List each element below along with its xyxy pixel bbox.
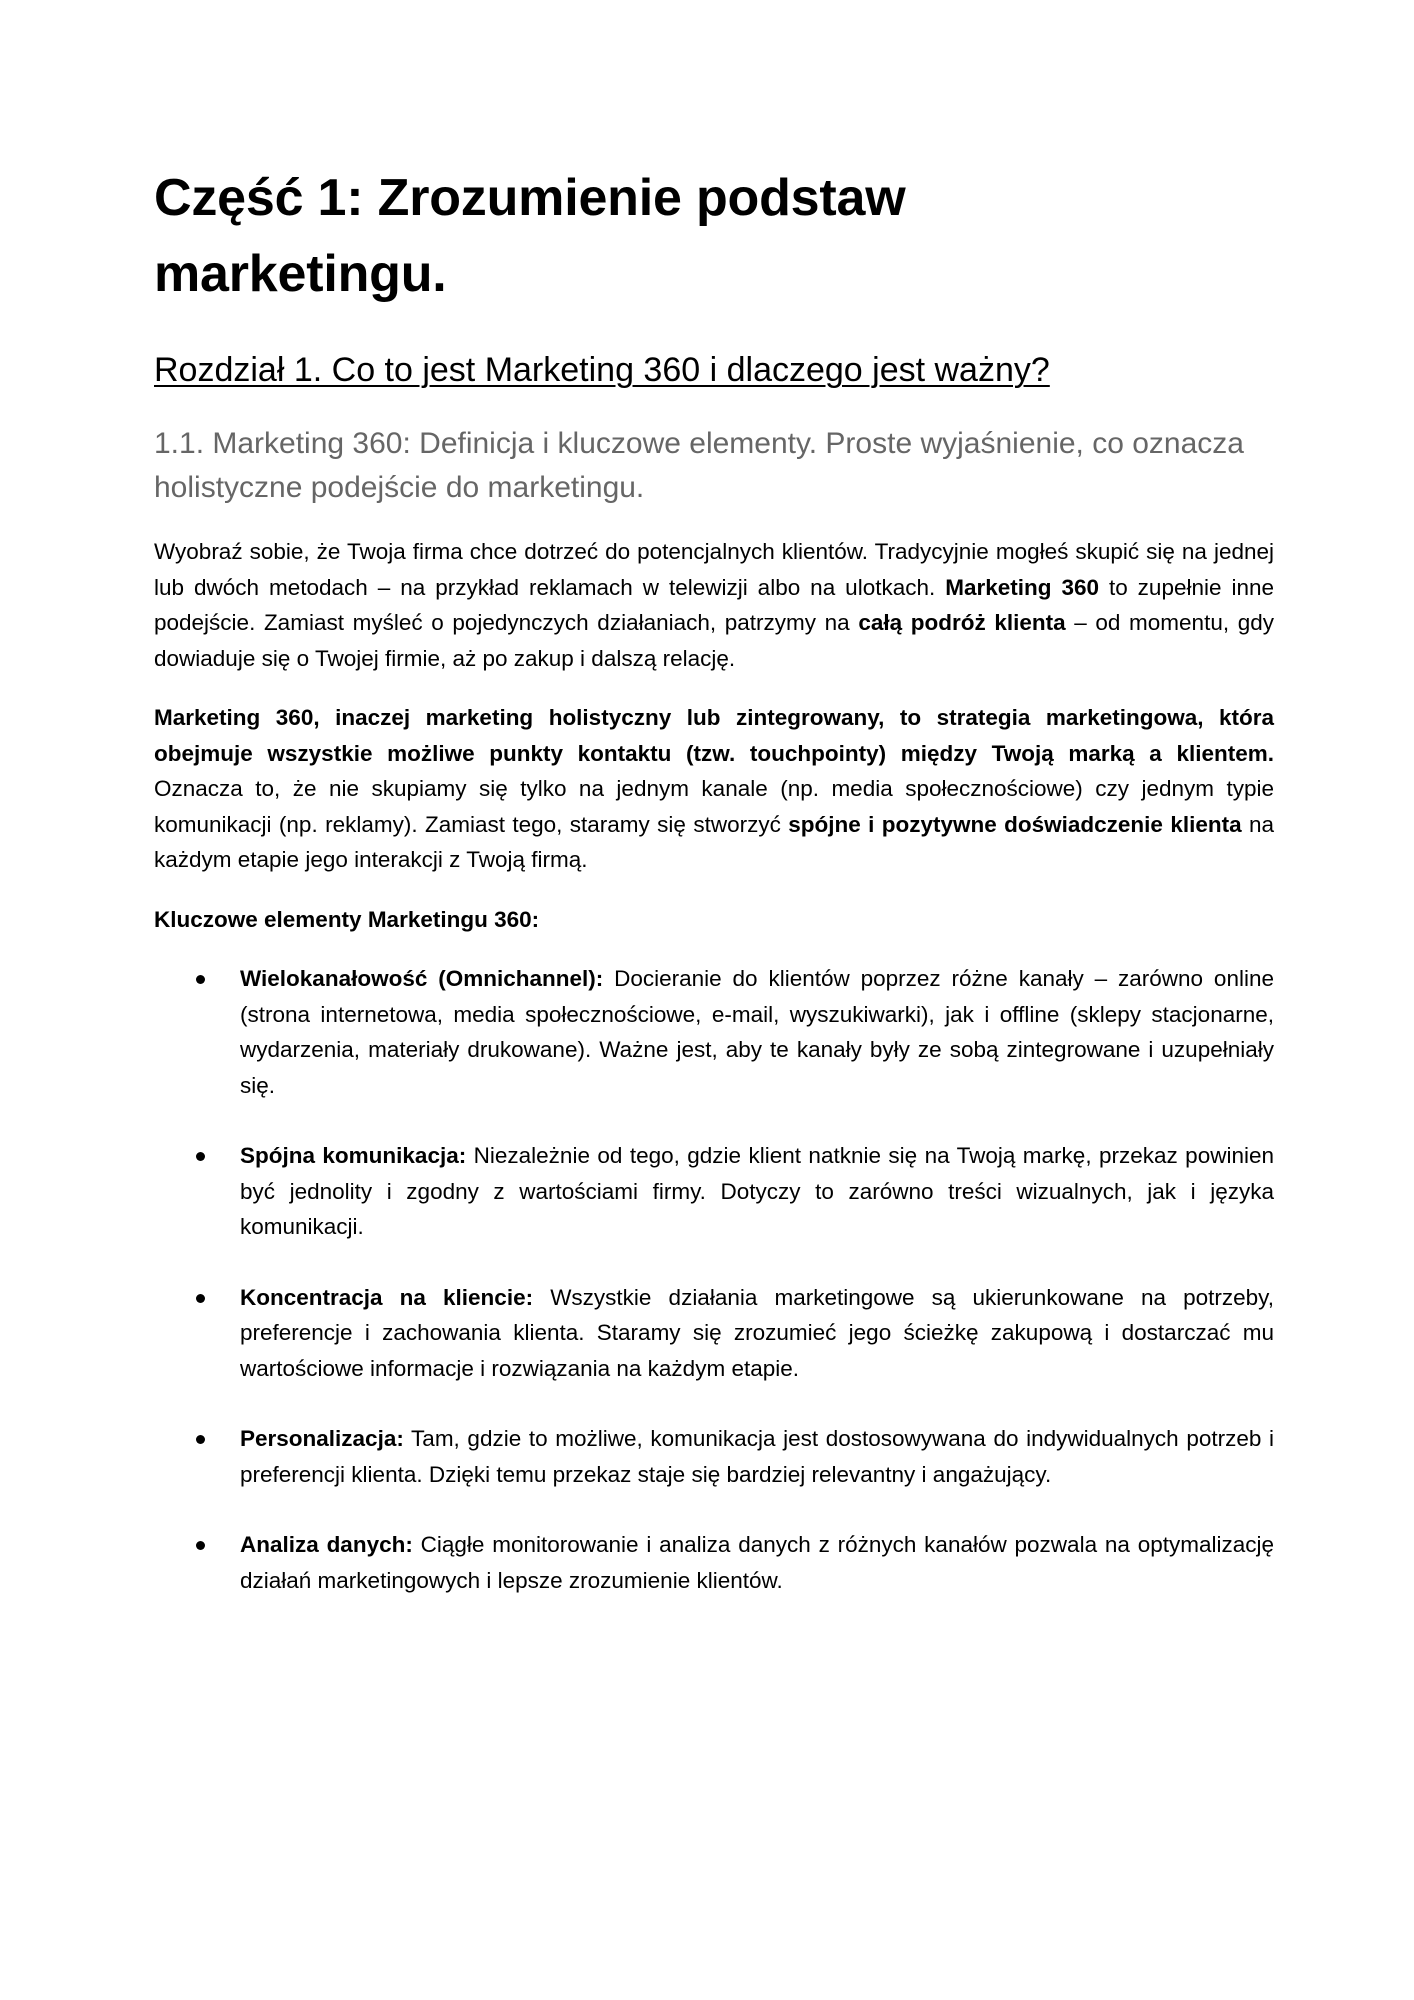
paragraph-intro-text-2: to zupełnie inne podejście. Zamiast myśleć o pojedynczych działaniach, patrzymy na bbox=[154, 574, 1274, 635]
paragraph-intro bbox=[154, 534, 1274, 676]
bullet-icon bbox=[196, 975, 205, 984]
paragraph-definition-bold-1: Marketing 360, inaczej marketing holistyczny lub zintegrowany, to strategia marketingowa, która obejmuje wszystkie możliwe punkty kontaktu (tzw. touchpointy) między Twoją marką a klientem. bbox=[154, 705, 1274, 766]
bullet-icon bbox=[196, 1152, 205, 1161]
list-item-term: Wielokanałowość (Omnichannel): bbox=[240, 966, 604, 991]
list-item bbox=[154, 1527, 1274, 1598]
paragraph-definition-text-1: Oznacza to, że nie skupiamy się tylko na jednym kanale (np. media społecznościowe) czy jednym typie komunikacji (np. reklamy). Zamiast tego, staramy się stworzyć bbox=[154, 776, 1274, 837]
paragraph-definition bbox=[154, 700, 1274, 878]
list-item-text: Ciągłe monitorowanie i analiza danych z różnych kanałów pozwala na optymalizację działań marketingowych i lepsze zrozumienie klientów. bbox=[240, 1532, 1275, 1593]
paragraph-definition-text-2: na każdym etapie jego interakcji z Twoją firmą. bbox=[154, 811, 1275, 872]
paragraph-intro-bold-2: całą podróż klienta bbox=[858, 610, 1066, 635]
paragraph-intro-text-3: – od momentu, gdy dowiaduje się o Twojej firmie, aż po zakup i dalszą relację. bbox=[154, 610, 1274, 671]
list-heading: Kluczowe elementy Marketingu 360: bbox=[154, 906, 540, 932]
list-item bbox=[154, 1421, 1274, 1492]
list-item-text: Niezależnie od tego, gdzie klient natknie się na Twoją markę, przekaz powinien być jednolity i zgodny z wartościami firmy. Dotyczy to zarówno treści wizualnych, jak i języka komunikacji. bbox=[240, 1143, 1274, 1239]
list-item-text: Wszystkie działania marketingowe są ukierunkowane na potrzeby, preferencje i zachowania klienta. Staramy się zrozumieć jego ścieżkę zakupową i dostarczać mu wartościowe informacje i rozwiązania na każdym etapie. bbox=[240, 1284, 1274, 1381]
bullet-icon bbox=[196, 1435, 205, 1444]
key-elements-list bbox=[154, 961, 1274, 1598]
list-item-term: Koncentracja na kliencie: bbox=[240, 1284, 534, 1310]
list-item bbox=[154, 1138, 1274, 1245]
list-item-text: Tam, gdzie to możliwe, komunikacja jest dostosowywana do indywidualnych potrzeb i preferencji klienta. Dzięki temu przekaz staje się bardziej relevantny i angażujący. bbox=[240, 1426, 1274, 1487]
bullet-icon bbox=[196, 1294, 205, 1303]
bullet-icon bbox=[196, 1541, 205, 1550]
chapter-title: Rozdział 1. Co to jest Marketing 360 i dlaczego jest ważny? bbox=[154, 351, 1050, 389]
list-item-term: Analiza danych: bbox=[240, 1532, 413, 1557]
list-item-text: Docieranie do klientów poprzez różne kanały – zarówno online (strona internetowa, media społecznościowe, e-mail, wyszukiwarki), jak i offline (sklepy stacjonarne, wydarzenia, materiały drukowane). Ważne jest, aby te kanały były ze sobą zintegrowane i uzupełniały się. bbox=[240, 966, 1274, 1098]
list-item-term: Personalizacja: bbox=[240, 1426, 404, 1451]
list-item-term: Spójna komunikacja: bbox=[240, 1143, 467, 1168]
paragraph-intro-bold-1: Marketing 360 bbox=[945, 574, 1099, 600]
paragraph-definition-bold-2: spójne i pozytywne doświadczenie klienta bbox=[788, 811, 1242, 837]
part-title: Część 1: Zrozumienie podstaw marketingu. bbox=[154, 169, 906, 303]
section-title: 1.1. Marketing 360: Definicja i kluczowe elementy. Proste wyjaśnienie, co oznacza holistyczne podejście do marketingu. bbox=[154, 427, 1244, 504]
list-item bbox=[154, 961, 1274, 1103]
list-item bbox=[154, 1280, 1274, 1387]
paragraph-intro-text-1: Wyobraź sobie, że Twoja firma chce dotrzeć do potencjalnych klientów. Tradycyjnie mogłeś skupić się na jednej lub dwóch metodach – na przykład reklamach w telewizji albo na ulotkach. bbox=[154, 539, 1274, 600]
